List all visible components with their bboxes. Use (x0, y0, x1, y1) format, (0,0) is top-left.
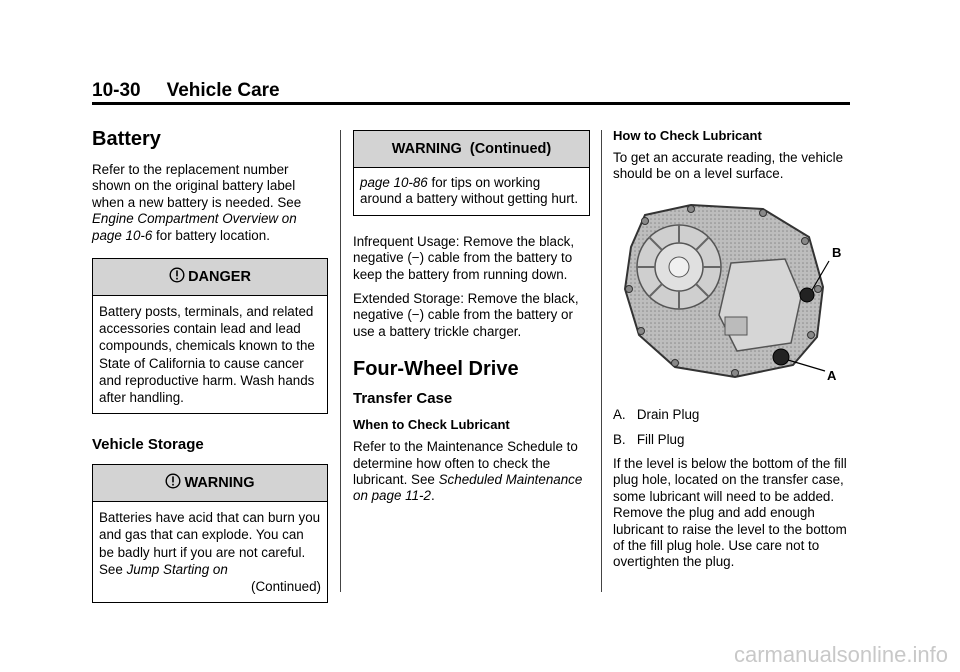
battery-text: Refer to the replacement number shown on the original battery label when a new battery is needed. See (92, 162, 302, 210)
danger-body: Battery posts, terminals, and related accessories contain lead and lead compounds, chemicals known to the State of California to cause cancer and reproductive harm. Wash hands after handling. (99, 304, 315, 406)
scheduled-maintenance-link[interactable]: Scheduled Maintenance on page 11-2 (353, 472, 583, 504)
four-wheel-drive-heading: Four-Wheel Drive (353, 358, 519, 381)
infrequent-usage: Infrequent Usage: Remove the black, negative (−) cable from the battery to keep the battery from running down. (353, 233, 575, 282)
column-3 (613, 128, 853, 579)
column-divider (340, 130, 341, 592)
danger-box (92, 258, 328, 414)
figure-label-a: A (827, 367, 837, 383)
level-paragraph: If the level is below the bottom of the fill plug hole, located on the transfer case, some lubricant will need to be added. Remove the plug and add enough lubricant to raise the level to the bottom of the fill plug hole. Use care not to overtighten the plug. (613, 456, 847, 570)
warning-icon (165, 473, 181, 489)
column-2 (353, 130, 590, 513)
legend-drain-plug: A. Drain Plug (613, 407, 700, 423)
figure-label-b: B (832, 244, 842, 260)
section-title: Vehicle Care (166, 80, 280, 101)
engine-compartment-link[interactable]: Engine Compartment Overview on page 10-6 (92, 211, 297, 243)
warning-continued-header: WARNING (Continued) (354, 131, 589, 168)
battery-paragraph (92, 162, 328, 244)
how-to-check-text: To get an accurate reading, the vehicle should be on a level surface. (613, 150, 844, 182)
warning-continued-box (353, 130, 590, 216)
when-tail: . (430, 488, 435, 504)
when-text: Refer to the Maintenance Schedule to determine how often to check the lubricant. See (353, 439, 578, 488)
page-number: 10-30 (92, 80, 141, 101)
warning-body (93, 502, 327, 602)
when-to-check-paragraph (353, 439, 590, 505)
fill-plug (800, 288, 814, 302)
column-divider (601, 130, 602, 592)
column-1 (92, 118, 328, 615)
battery-heading: Battery (92, 128, 161, 150)
jump-starting-link[interactable]: Jump Starting on (126, 561, 228, 577)
watermark: carmanualsonline.info (733, 642, 948, 667)
warning-continued-body (354, 168, 589, 215)
when-to-check-heading: When to Check Lubricant (353, 417, 510, 433)
continued-label: (Continued) (251, 579, 321, 595)
vehicle-storage-heading: Vehicle Storage (92, 436, 204, 454)
legend-fill-plug: B. Fill Plug (613, 431, 685, 447)
header-rule (92, 102, 850, 105)
warning-continued-text: for tips on working around a battery without getting hurt. (360, 175, 579, 207)
drain-plug (773, 349, 789, 365)
warning-title: WARNING (184, 475, 255, 492)
transfer-case-heading: Transfer Case (353, 390, 453, 408)
battery-tail: for battery location. (156, 227, 270, 243)
danger-title: DANGER (188, 269, 251, 286)
how-to-check-heading: How to Check Lubricant (613, 128, 762, 143)
warning-box (92, 464, 328, 603)
warning-header (93, 465, 327, 502)
page-header (92, 80, 280, 102)
page-10-86-link[interactable]: page 10-86 (360, 175, 428, 190)
warning-text: Batteries have acid that can burn you and gas that can explode. You can be badly hurt if you are not careful. See (99, 510, 321, 577)
extended-storage: Extended Storage: Remove the black, negative (−) cable from the battery or use a battery trickle charger. (353, 291, 579, 339)
transfer-case-figure (613, 197, 853, 387)
danger-header (93, 259, 327, 296)
warning-icon (169, 267, 185, 283)
